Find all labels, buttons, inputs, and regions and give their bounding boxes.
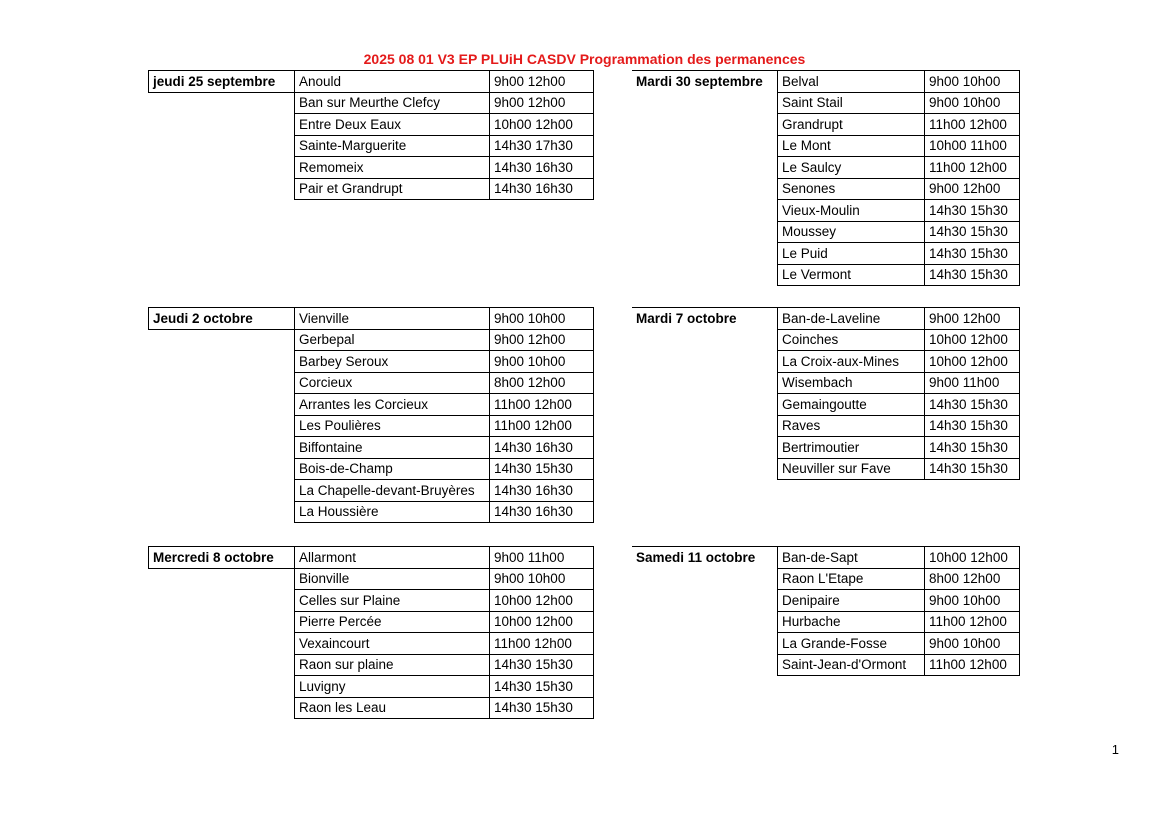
hours-cell: 9h00 12h00 [925, 308, 1020, 330]
empty-cell [149, 157, 295, 179]
hours-cell: 10h00 12h00 [925, 547, 1020, 569]
commune-cell: La Chapelle-devant-Bruyères [295, 480, 490, 502]
hours-cell: 9h00 12h00 [490, 92, 594, 114]
schedule-block-mercredi-8-octobre [148, 546, 594, 719]
empty-cell [632, 92, 778, 114]
page-number: 1 [1111, 742, 1119, 757]
commune-cell: Le Mont [778, 135, 925, 157]
schedule-table [148, 307, 594, 523]
commune-cell: La Croix-aux-Mines [778, 351, 925, 373]
hours-cell: 14h30 15h30 [490, 676, 594, 698]
hours-cell: 10h00 11h00 [925, 135, 1020, 157]
commune-cell: Vieux-Moulin [778, 200, 925, 222]
empty-cell [149, 92, 295, 114]
hours-cell: 14h30 15h30 [925, 394, 1020, 416]
empty-cell [632, 568, 778, 590]
table-row [149, 135, 594, 157]
hours-cell: 9h00 12h00 [490, 71, 594, 93]
commune-cell: Ban-de-Laveline [778, 308, 925, 330]
table-row [149, 458, 594, 480]
hours-cell: 14h30 15h30 [925, 200, 1020, 222]
empty-cell [632, 633, 778, 655]
hours-cell: 8h00 12h00 [925, 568, 1020, 590]
empty-cell [149, 372, 295, 394]
empty-cell [632, 200, 778, 222]
hours-cell: 14h30 17h30 [490, 135, 594, 157]
commune-cell: Hurbache [778, 611, 925, 633]
commune-cell: La Houssière [295, 501, 490, 523]
hours-cell: 9h00 10h00 [925, 633, 1020, 655]
hours-cell: 11h00 12h00 [925, 157, 1020, 179]
table-row [149, 676, 594, 698]
schedule-block-mardi-7-octobre [632, 307, 1020, 480]
hours-cell: 9h00 10h00 [925, 590, 1020, 612]
commune-cell: Raon sur plaine [295, 654, 490, 676]
hours-cell: 14h30 15h30 [925, 437, 1020, 459]
table-row [149, 351, 594, 373]
table-row [632, 157, 1020, 179]
table-row [149, 178, 594, 200]
commune-cell: Bertrimoutier [778, 437, 925, 459]
table-row [632, 243, 1020, 265]
hours-cell: 9h00 10h00 [490, 351, 594, 373]
table-row [632, 221, 1020, 243]
empty-cell [632, 114, 778, 136]
commune-cell: Ban sur Meurthe Clefcy [295, 92, 490, 114]
table-row [632, 92, 1020, 114]
schedule-block-mardi-30-septembre [632, 70, 1020, 286]
empty-cell [632, 351, 778, 373]
commune-cell: Allarmont [295, 547, 490, 569]
empty-cell [149, 329, 295, 351]
hours-cell: 11h00 12h00 [925, 654, 1020, 676]
table-row [632, 611, 1020, 633]
table-row [149, 480, 594, 502]
commune-cell: Corcieux [295, 372, 490, 394]
table-row [632, 178, 1020, 200]
hours-cell: 11h00 12h00 [490, 415, 594, 437]
hours-cell: 14h30 15h30 [925, 415, 1020, 437]
hours-cell: 10h00 12h00 [925, 351, 1020, 373]
commune-cell: Vienville [295, 308, 490, 330]
day-label: Mardi 30 septembre [632, 71, 778, 93]
table-row [149, 114, 594, 136]
empty-cell [632, 243, 778, 265]
hours-cell: 14h30 16h30 [490, 157, 594, 179]
commune-cell: Celles sur Plaine [295, 590, 490, 612]
hours-cell: 9h00 10h00 [925, 71, 1020, 93]
empty-cell [632, 372, 778, 394]
schedule-table [632, 307, 1020, 480]
empty-cell [149, 590, 295, 612]
hours-cell: 14h30 15h30 [925, 458, 1020, 480]
empty-cell [149, 654, 295, 676]
schedule-block-jeudi-2-octobre [148, 307, 594, 523]
hours-cell: 9h00 10h00 [925, 92, 1020, 114]
commune-cell: Bois-de-Champ [295, 458, 490, 480]
empty-cell [632, 611, 778, 633]
hours-cell: 11h00 12h00 [490, 633, 594, 655]
hours-cell: 8h00 12h00 [490, 372, 594, 394]
commune-cell: Gerbepal [295, 329, 490, 351]
table-row [632, 71, 1020, 93]
hours-cell: 11h00 12h00 [925, 611, 1020, 633]
commune-cell: Moussey [778, 221, 925, 243]
hours-cell: 10h00 12h00 [490, 114, 594, 136]
commune-cell: Le Puid [778, 243, 925, 265]
table-row [149, 394, 594, 416]
schedule-block-samedi-11-octobre [632, 546, 1020, 676]
commune-cell: Luvigny [295, 676, 490, 698]
empty-cell [632, 329, 778, 351]
page-title: 2025 08 01 V3 EP PLUiH CASDV Programmation des permanences [363, 51, 806, 67]
hours-cell: 14h30 15h30 [925, 221, 1020, 243]
table-row [632, 200, 1020, 222]
commune-cell: Saint-Jean-d'Ormont [778, 654, 925, 676]
commune-cell: Raves [778, 415, 925, 437]
commune-cell: Belval [778, 71, 925, 93]
commune-cell: Remomeix [295, 157, 490, 179]
commune-cell: Arrantes les Corcieux [295, 394, 490, 416]
table-row [149, 308, 594, 330]
commune-cell: Biffontaine [295, 437, 490, 459]
empty-cell [632, 437, 778, 459]
table-row [632, 568, 1020, 590]
commune-cell: Barbey Seroux [295, 351, 490, 373]
schedule-table [632, 546, 1020, 676]
commune-cell: Grandrupt [778, 114, 925, 136]
table-row [149, 329, 594, 351]
table-row [632, 654, 1020, 676]
empty-cell [149, 501, 295, 523]
empty-cell [149, 676, 295, 698]
empty-cell [632, 590, 778, 612]
empty-cell [149, 114, 295, 136]
table-row [632, 329, 1020, 351]
hours-cell: 14h30 16h30 [490, 437, 594, 459]
commune-cell: Le Saulcy [778, 157, 925, 179]
commune-cell: Sainte-Marguerite [295, 135, 490, 157]
schedule-table [148, 546, 594, 719]
hours-cell: 14h30 16h30 [490, 178, 594, 200]
hours-cell: 9h00 10h00 [490, 308, 594, 330]
hours-cell: 10h00 12h00 [490, 611, 594, 633]
empty-cell [632, 654, 778, 676]
empty-cell [149, 480, 295, 502]
empty-cell [632, 135, 778, 157]
empty-cell [632, 264, 778, 286]
empty-cell [149, 458, 295, 480]
table-row [632, 590, 1020, 612]
empty-cell [149, 351, 295, 373]
table-row [149, 697, 594, 719]
table-row [632, 394, 1020, 416]
empty-cell [632, 157, 778, 179]
commune-cell: Gemaingoutte [778, 394, 925, 416]
table-row [149, 92, 594, 114]
commune-cell: Les Poulières [295, 415, 490, 437]
hours-cell: 14h30 16h30 [490, 501, 594, 523]
table-row [632, 351, 1020, 373]
empty-cell [632, 221, 778, 243]
commune-cell: Raon L'Etape [778, 568, 925, 590]
commune-cell: Ban-de-Sapt [778, 547, 925, 569]
day-label: Mercredi 8 octobre [149, 547, 295, 569]
empty-cell [149, 178, 295, 200]
table-row [632, 308, 1020, 330]
commune-cell: Saint Stail [778, 92, 925, 114]
hours-cell: 9h00 11h00 [490, 547, 594, 569]
table-row [149, 590, 594, 612]
commune-cell: Vexaincourt [295, 633, 490, 655]
commune-cell: Coinches [778, 329, 925, 351]
commune-cell: Raon les Leau [295, 697, 490, 719]
hours-cell: 9h00 12h00 [490, 329, 594, 351]
table-row [149, 157, 594, 179]
empty-cell [149, 437, 295, 459]
commune-cell: Neuviller sur Fave [778, 458, 925, 480]
empty-cell [149, 568, 295, 590]
commune-cell: Entre Deux Eaux [295, 114, 490, 136]
commune-cell: Bionville [295, 568, 490, 590]
table-row [149, 415, 594, 437]
table-row [632, 437, 1020, 459]
empty-cell [632, 458, 778, 480]
day-label: jeudi 25 septembre [149, 71, 295, 93]
schedule-block-jeudi-25-septembre [148, 70, 594, 200]
schedule-table [148, 70, 594, 200]
empty-cell [632, 178, 778, 200]
hours-cell: 9h00 10h00 [490, 568, 594, 590]
table-row [632, 372, 1020, 394]
table-row [149, 71, 594, 93]
hours-cell: 9h00 11h00 [925, 372, 1020, 394]
day-label: Jeudi 2 octobre [149, 308, 295, 330]
commune-cell: Wisembach [778, 372, 925, 394]
empty-cell [149, 611, 295, 633]
table-row [632, 458, 1020, 480]
commune-cell: Senones [778, 178, 925, 200]
hours-cell: 14h30 15h30 [490, 654, 594, 676]
empty-cell [149, 697, 295, 719]
day-label: Samedi 11 octobre [632, 547, 778, 569]
empty-cell [149, 135, 295, 157]
commune-cell: Anould [295, 71, 490, 93]
table-row [632, 415, 1020, 437]
schedule-table [632, 70, 1020, 286]
empty-cell [149, 394, 295, 416]
table-row [149, 547, 594, 569]
hours-cell: 14h30 15h30 [925, 264, 1020, 286]
table-row [632, 135, 1020, 157]
hours-cell: 14h30 15h30 [490, 458, 594, 480]
table-row [149, 633, 594, 655]
table-row [632, 633, 1020, 655]
hours-cell: 14h30 16h30 [490, 480, 594, 502]
commune-cell: La Grande-Fosse [778, 633, 925, 655]
empty-cell [149, 633, 295, 655]
empty-cell [149, 415, 295, 437]
table-row [149, 501, 594, 523]
table-row [632, 264, 1020, 286]
commune-cell: Denipaire [778, 590, 925, 612]
table-row [632, 114, 1020, 136]
hours-cell: 14h30 15h30 [490, 697, 594, 719]
hours-cell: 11h00 12h00 [490, 394, 594, 416]
hours-cell: 11h00 12h00 [925, 114, 1020, 136]
hours-cell: 9h00 12h00 [925, 178, 1020, 200]
commune-cell: Pair et Grandrupt [295, 178, 490, 200]
table-row [149, 568, 594, 590]
commune-cell: Pierre Percée [295, 611, 490, 633]
table-row [632, 547, 1020, 569]
commune-cell: Le Vermont [778, 264, 925, 286]
table-row [149, 654, 594, 676]
empty-cell [632, 415, 778, 437]
empty-cell [632, 394, 778, 416]
hours-cell: 10h00 12h00 [490, 590, 594, 612]
table-row [149, 611, 594, 633]
table-row [149, 372, 594, 394]
hours-cell: 14h30 15h30 [925, 243, 1020, 265]
day-label: Mardi 7 octobre [632, 308, 778, 330]
table-row [149, 437, 594, 459]
hours-cell: 10h00 12h00 [925, 329, 1020, 351]
